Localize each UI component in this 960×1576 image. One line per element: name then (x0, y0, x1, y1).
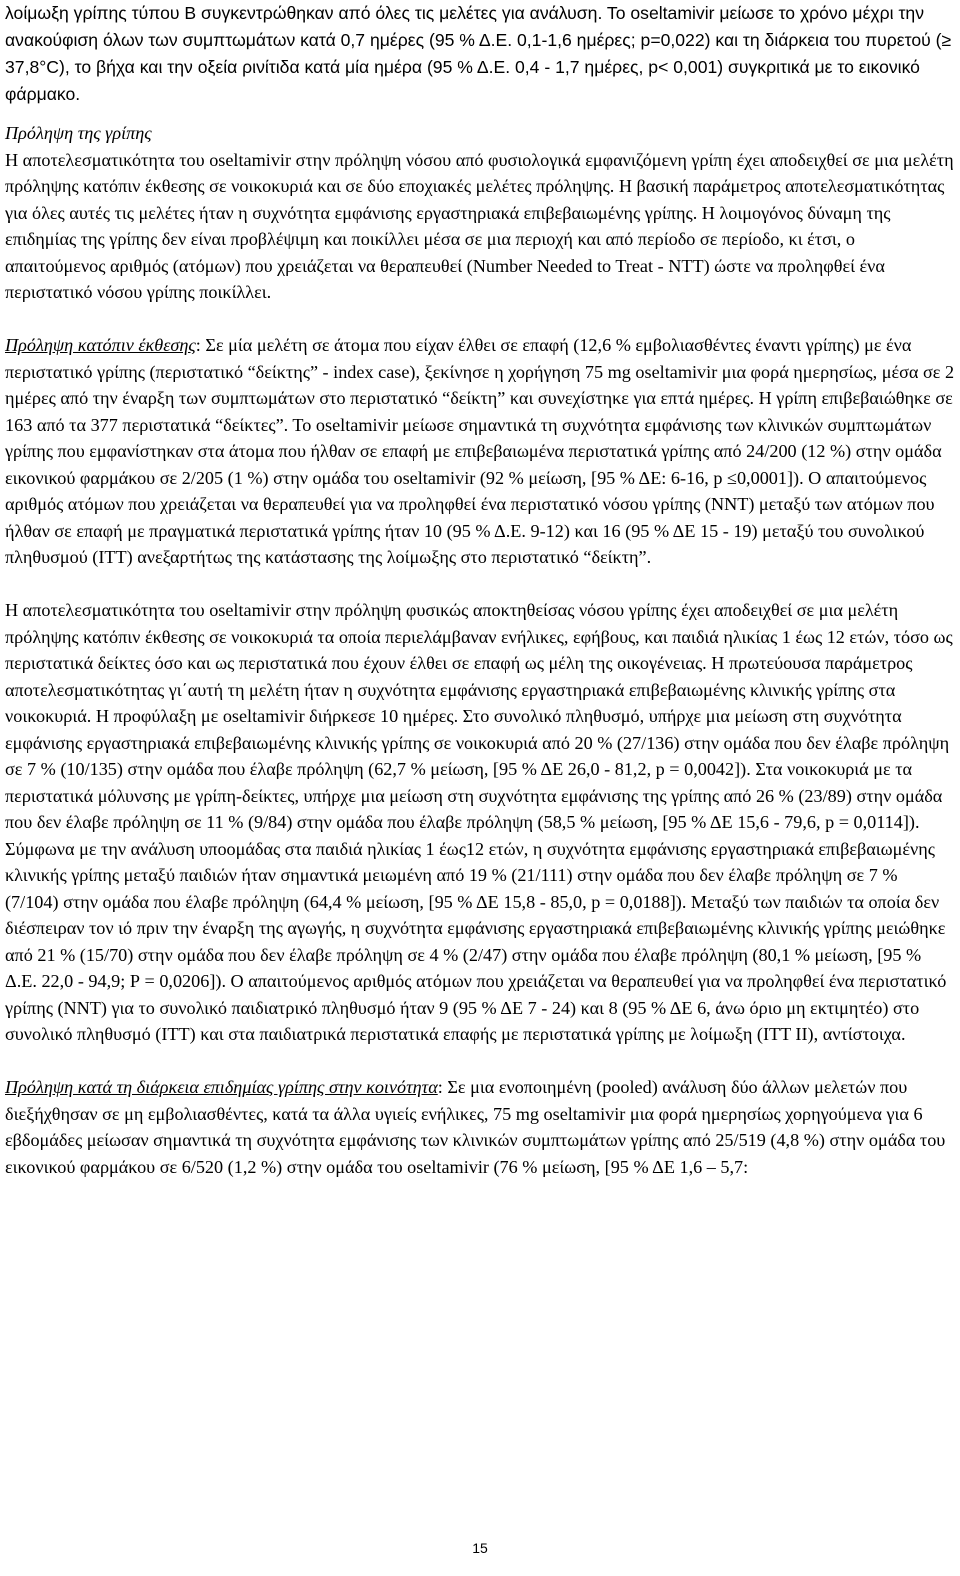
households-paragraph-2: Σύμφωνα με την ανάλυση υποομάδας στα παιδιά ηλικίας 1 έως12 ετών, η συχνότητα εμφάνισης εργαστηριακά επιβεβαιωμένης κλινικής γρίπης μεταξύ παιδιών ήταν σημαντικά μειωμένη από 19 % (21/111) στην ομάδα που δεν έλαβε πρόληψη σε 7 % (7/104) στην ομάδα που έλαβε πρόληψη (64,4 % μείωση, [95 % ΔΕ 15,8 - 85,0, p = 0,0188]). Μεταξύ των παιδιών τα οποία δεν διέσπειραν τον ιό πριν την έναρξη της αγωγής, η συχνότητα εμφάνισης εργαστηριακά επιβεβαιωμένης κλινικής γρίπης μειώθηκε από 21 % (15/70) στην ομάδα που δεν έλαβε πρόληψη σε 4 % (2/47) στην ομάδα που έλαβε πρόληψη (80,1 % μείωση, [95 % Δ.Ε. 22,0 - 94,9; Ρ = 0,0206]). Ο απαιτούμενος αριθμός ατόμων που χρειάζεται να θεραπευθεί για να προληφθεί ένα περιστατικό γρίπης (NNT) για το συνολικό παιδιατρικό πληθυσμό ήταν 9 (95 % ΔΕ 7 - 24) και 8 (95 % ΔΕ 6, άνω όριο μη εκτιμητέο) στο συνολικό πληθυσμό (ITT) και στα παιδιατρικά περιστατικά επαφής με περιστατικά γρίπης με λοίμωξη (ITT II), αντίστοιχα. (5, 838, 947, 1044)
spacer (5, 108, 955, 120)
spacer (5, 571, 955, 598)
spacer (5, 306, 955, 333)
community-text: : Σε μια ενοποιημένη (pooled) ανάλυση δύο άλλων μελετών που διεξήχθησαν σε μη εμβολιασθέντες, κατά τα άλλα υγιείς ενήλικες, 75 mg oseltamivir μια φορά ημερησίως χορηγούμενα για 6 εβδομάδες μείωσαν σημαντικά τη συχνότητα εμφάνισης των κλινικών συμπτωμάτων γρίπης από 25/519 (4,8 %) στην ομάδα του εικονικού φαρμάκου σε 6/520 (1,2 %) στην ομάδα του oseltamivir (76 % μείωση, [95 % ΔΕ 1,6 – 5,7: (5, 1077, 946, 1177)
prevention-section (5, 120, 955, 306)
post-exposure-heading: Πρόληψη κατόπιν έκθεσης (5, 335, 196, 355)
document-page (5, 0, 955, 1180)
page-number: 15 (472, 1540, 488, 1556)
community-section (5, 1074, 955, 1180)
intro-paragraph: λοίμωξη γρίπης τύπου Β συγκεντρώθηκαν από όλες τις μελέτες για ανάλυση. Το oseltamivir μείωσε το χρόνο μέχρι την ανακούφιση όλων των συμπτωμάτων κατά 0,7 ημέρες (95 % Δ.Ε. 0,1-1,6 ημέρες; p=0,022) και τη διάρκεια του πυρετού (≥ 37,8°C), το βήχα και την οξεία ρινίτιδα κατά μία ημέρα (95 % Δ.Ε. 0,4 - 1,7 ημέρες, p< 0,001) συγκριτικά με το εικονικό φάρμακο. (5, 3, 952, 104)
prevention-paragraph: Η αποτελεσματικότητα του oseltamivir στην πρόληψη νόσου από φυσιολογικά εμφανιζόμενη γρίπη έχει αποδειχθεί σε μια μελέτη πρόληψης κατόπιν έκθεσης σε νοικοκυριά και σε δύο εποχιακές μελέτες πρόληψης. Η βασική παράμετρος αποτελεσματικότητας για όλες αυτές τις μελέτες ήταν η συχνότητα εμφάνισης εργαστηριακά επιβεβαιωμένης γρίπης. Η λοιμογόνος δύναμη της επιδημίας της γρίπης δεν είναι προβλέψιμη και ποικίλλει μέσα σε μια περιοχή και από περίοδο σε περίοδο, κι έτσι, ο απαιτούμενος αριθμός (ατόμων) που χρειάζεται να θεραπευθεί (Number Needed to Treat - NTT) ώστε να προληφθεί ένα περιστατικό νόσου γρίπης ποικίλλει. (5, 149, 954, 302)
community-heading: Πρόληψη κατά τη διάρκεια επιδημίας γρίπης στην κοινότητα (5, 1077, 438, 1097)
post-exposure-section (5, 332, 955, 571)
spacer (5, 1048, 955, 1075)
post-exposure-text: : Σε μία μελέτη σε άτομα που είχαν έλθει σε επαφή (12,6 % εμβολιασθέντες έναντι γρίπης) με ένα περιστατικό γρίπης (περιστατικό “δείκτης” - index case), ξεκίνησε η χορήγηση 75 mg oseltamivir μια φορά ημερησίως, μέσα σε 2 ημέρες από την έναρξη των συμπτωμάτων στο περιστατικό “δείκτη” και συνεχίστηκε για επτά ημέρες. Η γρίπη επιβεβαιώθηκε σε 163 από τα 377 περιστατικά “δείκτες”. Το oseltamivir μείωσε σημαντικά τη συχνότητα εμφάνισης των κλινικών συμπτωμάτων γρίπης που εμφανίστηκαν στα άτομα που ήλθαν σε επαφή με επιβεβαιωμένα περιστατικά γρίπης από 24/200 (12 %) στην ομάδα εικονικού φαρμάκου σε 2/205 (1 %) στην ομάδα του oseltamivir (92 % μείωση, [95 % ΔΕ: 6-16, p ≤0,0001]). Ο απαιτούμενος αριθμός ατόμων που χρειάζεται να θεραπευθεί για να προληφθεί ένα περιστατικό νόσου γρίπης (NNT) μεταξύ των ατόμων που ήλθαν σε επαφή με πραγματικά περιστατικά γρίπης ήταν 10 (95 % Δ.Ε. 9-12) και 16 (95 % ΔΕ 15 - 19) μεταξύ του συνολικού πληθυσμού (ΙΤΤ) ανεξαρτήτως της κατάστασης της λοίμωξης στο περιστατικό “δείκτη”. (5, 335, 955, 567)
prevention-heading: Πρόληψη της γρίπης (5, 123, 152, 143)
households-paragraph-1: Η αποτελεσματικότητα του oseltamivir στην πρόληψη φυσικώς αποκτηθείσας νόσου γρίπης έχει αποδειχθεί σε μια μελέτη πρόληψης κατόπιν έκθεσης σε νοικοκυριά τα οποία περιελάμβαναν ενήλικες, εφήβους, και παιδιά ηλικίας 1 έως 12 ετών, τόσο ως περιστατικά δείκτες όσο και ως περιστατικά που έχουν έλθει σε επαφή ως μέλη της οικογένειας. Η πρωτεύουσα παράμετρος αποτελεσματικότητας γι΄αυτή τη μελέτη ήταν η συχνότητα εμφάνισης εργαστηριακά επιβεβαιωμένης κλινικής γρίπης στα νοικοκυριά. Η προφύλαξη με oseltamivir διήρκεσε 10 ημέρες. Στο συνολικό πληθυσμό, υπήρχε μια μείωση στη συχνότητα εμφάνισης εργαστηριακά επιβεβαιωμένης κλινικής γρίπης σε νοικοκυριά από 20 % (27/136) στην ομάδα που δεν έλαβε πρόληψη σε 7 % (10/135) στην ομάδα που έλαβε πρόληψη (62,7 % μείωση, [95 % ΔΕ 26,0 - 81,2, p = 0,0042]). Στα νοικοκυριά με τα περιστατικά μόλυνσης με γρίπη-δείκτες, υπήρχε μια μείωση στη συχνότητα εμφάνισης της γρίπης από 26 % (23/89) στην ομάδα που δεν έλαβε πρόληψη σε 11 % (9/84) στην ομάδα που έλαβε πρόληψη (58,5 % μείωση, [95 % ΔΕ 15,6 - 79,6, p = 0,0114]). (5, 600, 953, 832)
